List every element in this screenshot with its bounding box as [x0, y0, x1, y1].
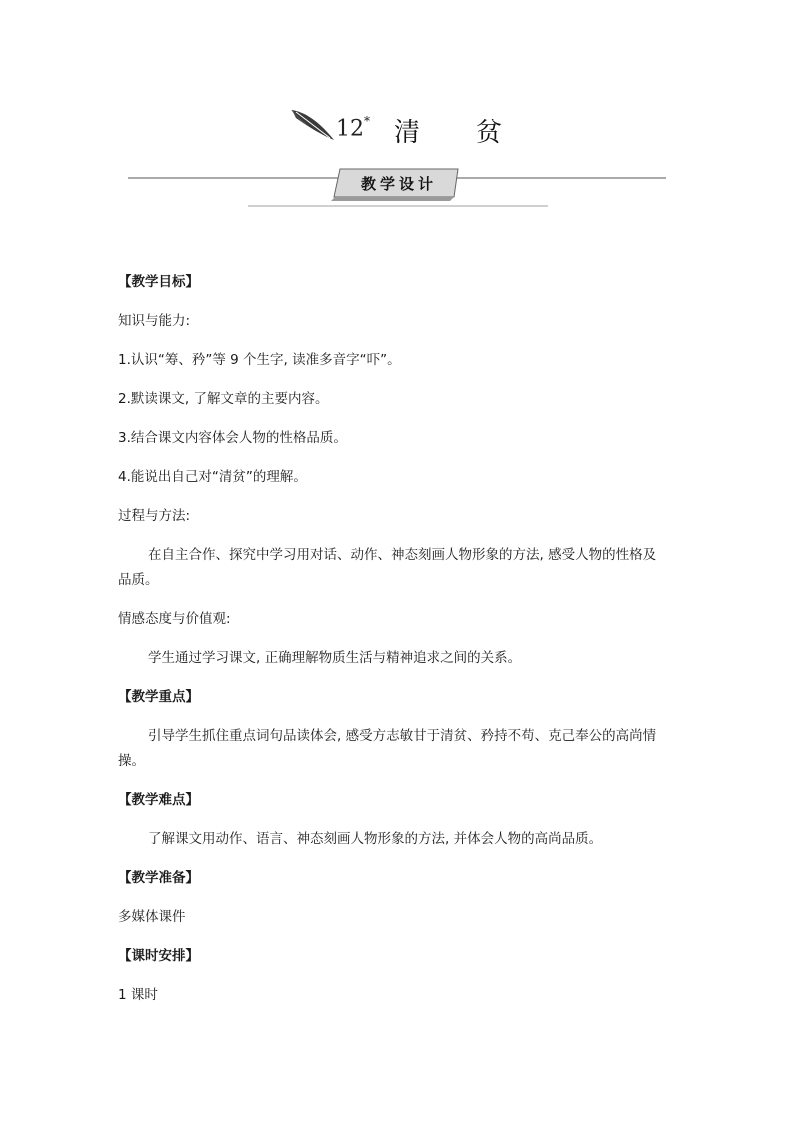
- lesson-title: 清贫: [394, 118, 559, 148]
- difficulty-paragraph: 了解课文用动作、语言、神态刻画人物形象的方法, 并体会人物的高尚品质。: [148, 831, 603, 847]
- goal-item: 1.认识“筹、矜”等 9 个生字, 读准多音字“吓”。: [118, 352, 401, 368]
- key-points-paragraph-cont: 操。: [118, 753, 145, 769]
- difficulty-heading: 【教学难点】: [118, 792, 199, 808]
- banner-label: 教学设计: [360, 175, 437, 193]
- process-paragraph-cont: 品质。: [118, 572, 159, 588]
- goal-item: 2.默读课文, 了解文章的主要内容。: [118, 391, 329, 407]
- goals-heading: 【教学目标】: [118, 274, 199, 290]
- lesson-number: 12*: [336, 114, 370, 142]
- lesson-title-row: [0, 104, 794, 148]
- process-heading: 过程与方法:: [118, 508, 191, 524]
- prep-heading: 【教学准备】: [118, 870, 199, 886]
- goal-item: 3.结合课文内容体会人物的性格品质。: [118, 430, 347, 446]
- key-points-heading: 【教学重点】: [118, 689, 199, 705]
- section-banner: [128, 168, 666, 210]
- knowledge-heading: 知识与能力:: [118, 313, 191, 329]
- goal-item: 4.能说出自己对“清贫”的理解。: [118, 469, 307, 485]
- emotion-paragraph: 学生通过学习课文, 正确理解物质生活与精神追求之间的关系。: [148, 650, 522, 666]
- key-points-paragraph: 引导学生抓住重点词句品读体会, 感受方志敏甘于清贫、矜持不苟、克己奉公的高尚情: [148, 728, 657, 744]
- quill-icon: [290, 106, 336, 142]
- process-paragraph: 在自主合作、探究中学习用对话、动作、神态刻画人物形象的方法, 感受人物的性格及: [148, 547, 657, 563]
- prep-text: 多媒体课件: [118, 909, 186, 925]
- schedule-text: 1 课时: [118, 987, 158, 1003]
- emotion-heading: 情感态度与价值观:: [118, 611, 231, 627]
- schedule-heading: 【课时安排】: [118, 948, 199, 964]
